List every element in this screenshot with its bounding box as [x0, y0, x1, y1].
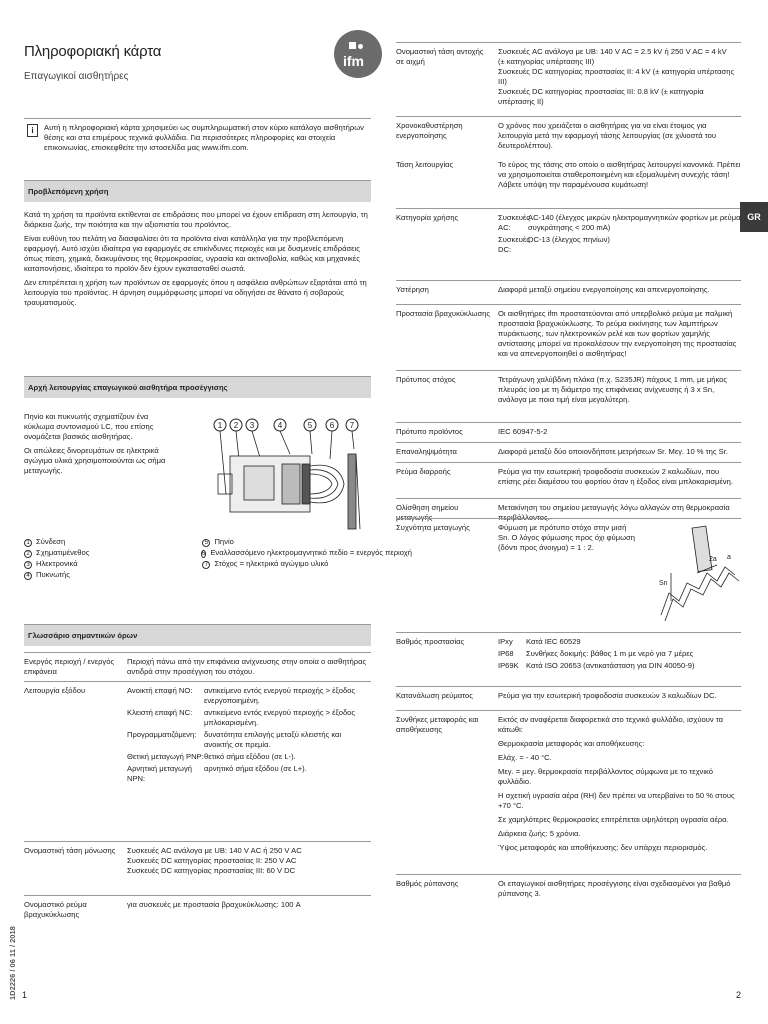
info-note-text: Αυτή η πληροφοριακή κάρτα χρησιμεύει ως συμπληρωματική στον κύριο κατάλογο αισθητήρων θέσης και στα επιμέρους τεχνικά φυλλάδια. Για περισσότερες πληροφορίες και στοιχεία επικοινωνίας, επισκεφθείτε την ιστοσελίδα μας www.ifm.com. [44, 123, 364, 153]
legend-item: 1 Σύνδεση [24, 537, 202, 548]
diagram-number: 1 [217, 421, 223, 430]
section-heading-glossary: Γλωσσάριο σημαντικών όρων [24, 624, 371, 646]
legend-item: 5 Πηνίο [202, 537, 371, 548]
info-note [24, 118, 371, 153]
definition-row: Ρεύμα διαρροής Ρεύμα για την εσωτερική τροφοδοσία συσκευών 2 καλωδίων, που επίσης ρέει διαμέσου του φορτίου όταν η έξοδος είναι μπλοκαρισμένη. [396, 462, 741, 498]
definition-row: Συχνότητα μεταγωγής Φύμωση με πρότυπο στόχο στην μισή Sn. Ο λόγος φύμωσης προς όχι φύμωση (δόντι προς άνοιγμα) = 1 : 2. Sn 2a a [396, 518, 741, 632]
definition-row: Ολίσθηση σημείου μεταγωγής Μετακίνηση του σημείου μεταγωγής λόγω αλλαγών στη θερμοκρασία περιβάλλοντος. [396, 498, 741, 518]
figure-label-2a: 2a [709, 556, 717, 563]
definition-row: Τάση λειτουργίας Το εύρος της τάσης στο οποίο ο αισθητήρας λειτουργεί κανονικά. Πρέπει να χρησιμοποιείται σταθεροποιημένη και εξομαλυμένη συνεχής τάση! Λάβετε υπόψη την παραμένουσα κυμάτωση! [396, 160, 741, 190]
definition-row: Βαθμός ρύπανσης Οι επαγωγικοί αισθητήρες προσέγγισης είναι σχεδιασμένοι για βαθμό ρύπανσης 3. [396, 874, 741, 896]
definition-row: Προστασία βραχυκύκλωσης Οι αισθητήρες ifm προστατεύονται από υπερβολικό ρεύμα με παλμική προστασία βραχυκύκλωσης. Το ρεύμα εκκίνησης των λαμπτήρων πυράκτωσης, των ηλεκτρονικών ρελέ και των φορτίων χαμηλής αντίστασης μπορεί να προκαλέσουν την ενεργοποίηση της προστασίας και να απενεργοποιηθεί ο αισθητήρας! [396, 304, 741, 370]
definition-row: Κατανάλωση ρεύματος Ρεύμα για την εσωτερική τροφοδοσία συσκευών 3 καλωδίων DC. [396, 686, 741, 710]
definition-row: Κατηγορία χρήσης Συσκευές AC: AC-140 (έλεγχος μικρών ηλεκτρομαγνητικών φορτίων με ρεύμα συγκράτησης < 200 mA) Συσκευές DC: DC-13 (έλεγχος πηνίων) [396, 208, 741, 280]
legend-item: 4 Πυκνωτής [24, 570, 204, 581]
intended-use-text [24, 210, 371, 312]
language-tab: GR [740, 202, 768, 232]
page-number-left: 1 [22, 990, 28, 1000]
diagram-number: 6 [329, 421, 335, 430]
sensor-diagram [212, 414, 362, 534]
glossary-row: Ονομαστική τάση μόνωσης Συσκευές AC ανάλογα με UB: 140 V AC ή 250 V AC Συσκευές DC κατηγορίας προστασίας II: 250 V AC Συσκευές DC κατηγορίας προστασίας III: 60 V DC [24, 841, 371, 895]
page-title: Πληροφοριακή κάρτα [24, 43, 162, 60]
intended-use-paragraph: Είναι ευθύνη του πελάτη να διασφαλίσει ότι τα προϊόντα είναι κατάλληλα για την προβλεπόμενη εφαρμογή. Αυτό ισχύει ιδιαίτερα για εφαρμογές σε επικίνδυνες περιοχές και με δυσμενείς επιδράσεις όπως πίεση, χημικά, διακυμάνσεις της θερμοκρασίας, υγρασία και ακτινοβολία, καθώς και μηχανικές καταπονήσεις, ιδιαίτερα το προϊόν δεν έχουν εγκατασταθεί σωστά. [24, 234, 360, 274]
diagram-number: 4 [277, 421, 283, 430]
diagram-number: 2 [233, 421, 239, 430]
legend-item: 2 Σχηματιμένεθος [24, 548, 201, 559]
definition-row: Ονομαστική τάση αντοχής σε αιχμή Συσκευές AC ανάλογα με UB: 140 V AC = 2.5 kV ή 250 V AC = 4 kV (± κατηγορίας υπέρτασης III) Συσκευές DC κατηγορίας προστασίας II: 4 kV (± κατηγορία υπέρτασης III) Συσκευές DC κατηγορίας προστασίας III: 0.8 kV (± κατηγορία υπέρτασης II) [396, 42, 741, 116]
logo-square-mark [349, 42, 356, 49]
definition-row: Επαναληψιμότητα Διαφορά μεταξύ δύο οποιονδήποτε μετρήσεων Sr. Μεγ. 10 % της Sr. [396, 442, 741, 462]
section-heading-principle: Αρχή λειτουργίας επαγωγικού αισθητήρα προσέγγισης [24, 376, 371, 398]
ifm-logo [334, 30, 382, 78]
definition-row: Υστέρηση Διαφορά μεταξύ σημείου ενεργοποίησης και απενεργοποίησης. [396, 280, 741, 304]
principle-paragraph: Πηνίο και πυκνωτής σχηματίζουν ένα κύκλωμα συντονισμού LC, που επίσης ονομάζεται βασικός αισθητήρας. [24, 412, 154, 442]
legend-item: 3 Ηλεκτρονικά [24, 559, 202, 570]
diagram-number: 5 [307, 421, 313, 430]
definition-row: Πρότυπος στόχος Τετράγωνη χαλύβδινη πλάκα (π.χ. S235JR) πάχους 1 mm, με μήκος πλευράς ίσο με τη διάμετρο της επιφάνειας ανίχνευσης ή 3 x Sn, ανάλογα με ποια τιμή είναι μεγαλύτερη. [396, 370, 741, 422]
figure-label-a: a [727, 554, 731, 561]
switching-frequency-figure [651, 523, 741, 627]
logo-dot-mark [358, 44, 363, 49]
definition-row: Πρότυπο προϊόντος IEC 60947-5-2 [396, 422, 741, 442]
glossary-table [24, 652, 371, 935]
definition-row: Συνθήκες μεταφοράς και αποθήκευσης Εκτός αν αναφέρεται διαφορετικά στο τεχνικό φυλλάδιο, ισχύουν τα κάτωθι: Θερμοκρασία μεταφοράς και αποθήκευσης: Ελάχ. = - 40 °C. Μεγ. = μεγ. θερμοκρασία περιβάλλοντος σύμφωνα με το τεχνικό φυλλάδιο. Η σχετική υγρασία αέρα (RH) δεν πρέπει να υπερβαίνει το 50 % στους +70 °C. Σε χαμηλότερες θερμοκρασίες επιτρέπεται υψηλότερη υγρασία αέρα. Διάρκεια ζωής: 5 χρόνια. Ύψος μεταφοράς και αποθήκευσης: δεν υπάρχει περιορισμός. [396, 710, 741, 874]
document-code-stamp: 1D2226 / 06 11 / 2018 [8, 926, 17, 1000]
logo-text: ifm [343, 53, 364, 69]
intended-use-paragraph: Δεν επιτρέπεται η χρήση των προϊόντων σε εφαρμογές όπου η ασφάλεια ανθρώπων εξαρτάται από τη λειτουργία του προϊόντος. Η άρνηση συμμόρφωσης μπορεί να οδηγήσει σε θάνατο ή σοβαρούς τραυματισμούς. [24, 278, 367, 308]
principle-text [24, 412, 174, 480]
intended-use-paragraph: Κατά τη χρήση τα προϊόντα εκτίθενται σε επιδράσεις που μπορεί να έχουν επίδραση στη λειτουργία, τη διάρκεια ζωής, την ποιότητα και την αξιοπιστία του προϊόντος. [24, 210, 368, 230]
definitions-table [396, 42, 741, 899]
definition-row: Χρονοκαθυστέρηση ενεργοποίησης Ο χρόνος που χρειάζεται ο αισθητήρας για να είναι έτοιμος για λειτουργία μετά την εφαρμογή τάσης λειτουργίας (σε χιλιοστά του δευτερολέπτου). [396, 116, 741, 156]
component-legend [24, 537, 412, 581]
glossary-row: Λειτουργία εξόδου Ανοικτή επαφή NO: αντικείμενο εντός ενεργού περιοχής > έξοδος ενεργοποιημένη. Κλειστή επαφή NC: αντικείμενο εντός ενεργού περιοχής > έξοδος μπλοκαρισμένη. Προγραμματιζόμενη: δυνατότητα επιλογής μεταξύ κλειστής και ανοικτής σε πρεμία. Θετική μεταγωγή PNP: θετικό σήμα εξόδου (σε L-). Αρνητική μεταγωγή NPN: αρνητικό σήμα εξόδου (σε L+). [24, 681, 371, 841]
diagram-number: 7 [349, 421, 355, 430]
legend-item: 6 Εναλλασσόμενο ηλεκτρομαγνητικό πεδίο = ενεργός περιοχή [202, 548, 412, 558]
figure-label-sn: Sn [659, 580, 668, 587]
glossary-row: Ονομαστικό ρεύμα βραχυκύκλωσης για συσκευές με προστασία βραχυκύκλωσης: 100 A [24, 895, 371, 935]
page-number-right: 2 [736, 990, 742, 1000]
glossary-row: Ενεργός περιοχή / ενεργός επιφάνεια Περιοχή πάνω από την επιφάνεια ανίχνευσης στην οποία ο αισθητήρας αντιδρά στην προσέγγιση του στόχου. [24, 652, 371, 681]
legend-item: 7 Στόχος = ηλεκτρικά αγώγιμο υλικό [202, 559, 371, 570]
info-icon: i [27, 124, 38, 137]
definition-row: Βαθμός προστασίας IPxy Κατά IEC 60529 IP68 Συνθήκες δοκιμής: βάθος 1 m με νερό για 7 μέρες IP69K Κατά ISO 20653 (αντικατάσταση για DIN 40050-9) [396, 632, 741, 686]
principle-paragraph: Οι απώλειες δινορευμάτων σε ηλεκτρικά αγώγιμα υλικά χρησιμοποιούνται ως σήμα μεταγωγής. [24, 446, 166, 476]
page-subtitle: Επαγωγικοί αισθητήρες [24, 71, 129, 82]
diagram-number: 3 [249, 421, 255, 430]
section-heading-intended-use: Προβλεπόμενη χρήση [24, 180, 371, 202]
